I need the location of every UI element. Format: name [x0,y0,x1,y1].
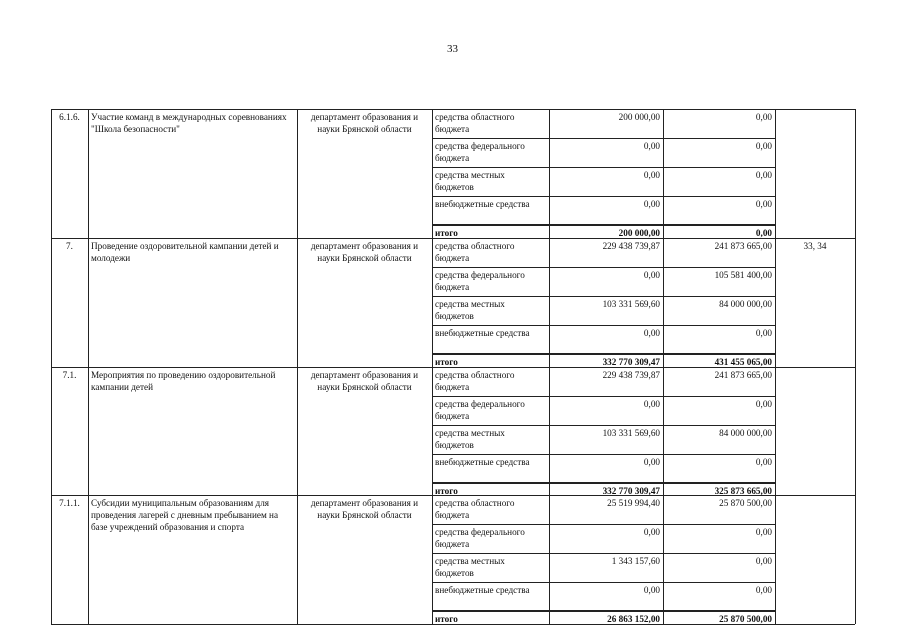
row-border [432,483,775,484]
funding-source: внебюджетные средства [435,199,530,209]
item-executor: департамент образования и науки Брянской области [310,370,419,392]
amount-year-2: 105 581 400,00 [714,270,772,280]
row-border [432,224,775,225]
page-number: 33 [447,43,458,55]
row-border [51,238,855,239]
funding-source: средства областного бюджета [435,498,515,520]
amount-year-1: 25 519 994,40 [607,498,660,508]
row-border [432,196,775,197]
row-border [432,425,775,426]
amount-year-2: 0,00 [755,457,772,467]
item-name: Субсидии муниципальным образованиям для проведения лагерей с дневным пребыванием на базе учреждений образования и спорта [91,498,279,532]
amount-year-2: 0,00 [755,170,772,180]
amount-year-1: 103 331 569,60 [602,299,660,309]
item-name: Мероприятия по проведению оздоровительной кампании детей [91,370,276,392]
amount-year-2: 0,00 [755,328,772,338]
amount-year-1: 0,00 [643,141,660,151]
row-border [432,482,775,483]
row-border [432,582,775,583]
amount-year-2: 0,00 [755,527,772,537]
funding-source: внебюджетные средства [435,457,530,467]
budget-table [51,109,855,624]
total-year-2: 325 873 665,00 [714,486,772,496]
funding-source: средства областного бюджета [435,370,515,392]
amount-year-2: 0,00 [755,399,772,409]
amount-year-1: 0,00 [643,170,660,180]
amount-year-2: 241 873 665,00 [714,241,772,251]
funding-source: средства федерального бюджета [435,527,525,549]
row-border [432,553,775,554]
row-border [51,495,855,496]
funding-source: средства областного бюджета [435,241,515,263]
amount-year-1: 229 438 739,87 [602,370,660,380]
amount-year-1: 0,00 [643,527,660,537]
amount-year-1: 0,00 [643,399,660,409]
amount-year-1: 0,00 [643,457,660,467]
total-year-2: 25 870 500,00 [719,614,772,624]
item-code: 6.1.6. [59,112,80,122]
amount-year-1: 0,00 [643,270,660,280]
amount-year-2: 84 000 000,00 [719,299,772,309]
amount-year-2: 25 870 500,00 [719,498,772,508]
row-border [432,524,775,525]
item-code: 7. [66,241,73,251]
row-border [432,296,775,297]
amount-year-1: 229 438 739,87 [602,241,660,251]
row-border [432,454,775,455]
amount-year-2: 0,00 [755,112,772,122]
row-border [432,225,775,226]
amount-year-1: 0,00 [643,328,660,338]
total-year-1: 332 770 309,47 [602,486,660,496]
amount-year-1: 103 331 569,60 [602,428,660,438]
row-border [432,267,775,268]
item-executor: департамент образования и науки Брянской области [310,241,419,263]
amount-year-2: 84 000 000,00 [719,428,772,438]
row-border [432,354,775,355]
row-border [432,167,775,168]
total-year-1: 332 770 309,47 [602,357,660,367]
item-name: Участие команд в международных соревнованиях "Школа безопасности" [91,112,287,134]
total-label: итого [435,614,458,624]
funding-source: средства федерального бюджета [435,141,525,163]
item-code: 7.1.1. [59,498,80,508]
item-note: 33, 34 [803,241,827,251]
funding-source: средства местных бюджетов [435,299,505,321]
total-year-2: 431 455 065,00 [714,357,772,367]
item-executor: департамент образования и науки Брянской области [310,498,419,520]
total-label: итого [435,486,458,496]
amount-year-1: 1 343 157,60 [611,556,660,566]
amount-year-1: 200 000,00 [618,112,660,122]
row-border [51,109,855,110]
row-border [51,367,855,368]
funding-source: внебюджетные средства [435,328,530,338]
amount-year-2: 241 873 665,00 [714,370,772,380]
funding-source: средства местных бюджетов [435,170,505,192]
row-border [432,138,775,139]
amount-year-2: 0,00 [755,556,772,566]
amount-year-1: 0,00 [643,585,660,595]
total-year-1: 26 863 152,00 [607,614,660,624]
item-executor: департамент образования и науки Брянской области [310,112,419,134]
row-border [432,611,775,612]
total-year-2: 0,00 [755,228,772,238]
row-border [432,396,775,397]
funding-source: средства областного бюджета [435,112,515,134]
row-border [432,353,775,354]
amount-year-2: 0,00 [755,199,772,209]
amount-year-2: 0,00 [755,585,772,595]
funding-source: внебюджетные средства [435,585,530,595]
funding-source: средства местных бюджетов [435,556,505,578]
funding-source: средства федерального бюджета [435,270,525,292]
amount-year-1: 0,00 [643,199,660,209]
row-border [432,610,775,611]
total-label: итого [435,228,458,238]
item-code: 7.1. [62,370,77,380]
total-label: итого [435,357,458,367]
row-border [432,325,775,326]
amount-year-2: 0,00 [755,141,772,151]
total-year-1: 200 000,00 [618,228,660,238]
funding-source: средства федерального бюджета [435,399,525,421]
item-name: Проведение оздоровительной кампании детей и молодежи [91,241,279,263]
column-border [855,109,856,624]
funding-source: средства местных бюджетов [435,428,505,450]
